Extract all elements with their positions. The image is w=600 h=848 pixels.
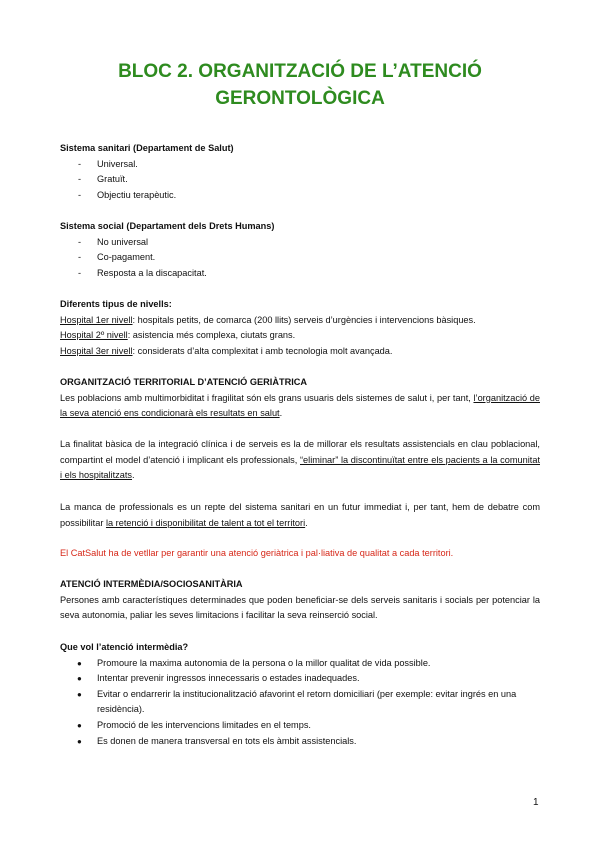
paragraph-text: . — [279, 408, 283, 419]
underlined-text: l’organització de la seva atenció ens condicionarà els resultats en salut — [60, 392, 540, 419]
level-label: Hospital 3er nivell — [60, 345, 133, 356]
paragraph-text: Les poblacions amb multimorbiditat i fragilitat són els grans usuaris dels sistemes de salut i, per tant, — [60, 392, 474, 403]
page-number: 1 — [533, 797, 539, 808]
title-line-1: BLOC 2. ORGANITZACIÓ DE L’ATENCIÓ — [118, 61, 482, 82]
section-heading: ORGANITZACIÓ TERRITORIAL D’ATENCIÓ GERIÀTRICA — [60, 377, 308, 387]
list-item: ● Es donen de manera transversal en tots els àmbit assistencials. — [60, 734, 540, 750]
paragraph-text: . — [305, 517, 308, 528]
level-label: Hospital 1er nivell — [60, 314, 133, 325]
section-organitzacio-territorial — [60, 375, 540, 422]
section-heading: Sistema sanitari (Departament de Salut) — [60, 143, 234, 153]
dash-list — [60, 157, 540, 204]
paragraph-text: La finalitat bàsica de la integració clínica i de serveis es la de millorar els resultats assistencials en clau poblacional, compartint el model d’atenció i implicant els professionals, — [60, 439, 540, 465]
highlighted-note: El CatSalut ha de vetllar per garantir una atenció geriàtrica i pal·liativa de qualitat a cada territori. — [60, 548, 454, 558]
level-row — [60, 344, 540, 360]
list-item: ● Intentar prevenir ingressos innecessaris o estades inadequades. — [60, 671, 540, 687]
list-item: - Universal. — [60, 157, 540, 173]
section-que-vol — [60, 640, 540, 749]
list-item: - Co-pagament. — [60, 250, 540, 266]
section-sistema-sanitari — [60, 141, 540, 203]
list-item: - No universal — [60, 235, 540, 251]
section-nivells — [60, 297, 540, 359]
level-row — [60, 328, 540, 344]
list-item: - Gratuït. — [60, 172, 540, 188]
paragraph: Persones amb característiques determinades que poden beneficiar-se dels serveis sanitaris i socials per potenciar la seva autonomia, paliar les seves limitacions i facilitar la seva reinserció social. — [60, 594, 540, 621]
paragraph — [60, 500, 540, 531]
section-heading: Diferents tipus de nivells: — [60, 299, 172, 309]
list-item: - Resposta a la discapacitat. — [60, 266, 540, 282]
section-heading: Que vol l’atenció intermèdia? — [60, 642, 189, 652]
list-item: - Objectiu terapèutic. — [60, 188, 540, 204]
level-label: Hospital 2º nivell — [60, 330, 128, 341]
title-line-2: GERONTOLÒGICA — [215, 88, 385, 109]
paragraph — [60, 437, 540, 484]
underlined-text: la retenció i disponibilitat de talent a tot el territori — [105, 517, 306, 528]
section-atencio-intermedia — [60, 577, 540, 624]
list-item: ● Promoció de les intervencions limitades en el temps. — [60, 718, 540, 734]
paragraph-text: . — [132, 470, 135, 481]
section-sistema-social — [60, 219, 540, 281]
paragraph-text: La manca de professionals es un repte del sistema sanitari en un futur immediat i, per tant, hem de debatre com possibilitar — [60, 502, 540, 528]
bullet-list — [60, 656, 540, 750]
level-text: : asistencia més complexa, ciutats grans. — [127, 330, 296, 341]
level-row — [60, 313, 540, 329]
dash-list — [60, 235, 540, 282]
underlined-text: “eliminar” la discontinuïtat entre els pacients a la comunitat i els hospitalitzats — [60, 454, 540, 481]
section-heading: ATENCIÓ INTERMÈDIA/SOCIOSANITÀRIA — [60, 579, 243, 589]
paragraph — [60, 391, 540, 422]
level-text: : hospitals petits, de comarca (200 llits) serveis d’urgències i intervencions bàsiques. — [132, 314, 476, 325]
section-heading: Sistema social (Departament dels Drets Humans) — [60, 221, 275, 231]
document-title — [60, 58, 540, 112]
list-item: ● Evitar o endarrerir la institucionalització afavorint el retorn domiciliari (per exemple: evitar ingrés en una residència). — [60, 687, 540, 718]
level-text: : considerats d’alta complexitat i amb tecnologia molt avançada. — [132, 345, 393, 356]
list-item: ● Promoure la maxima autonomia de la persona o la millor qualitat de vida possible. — [60, 656, 540, 672]
